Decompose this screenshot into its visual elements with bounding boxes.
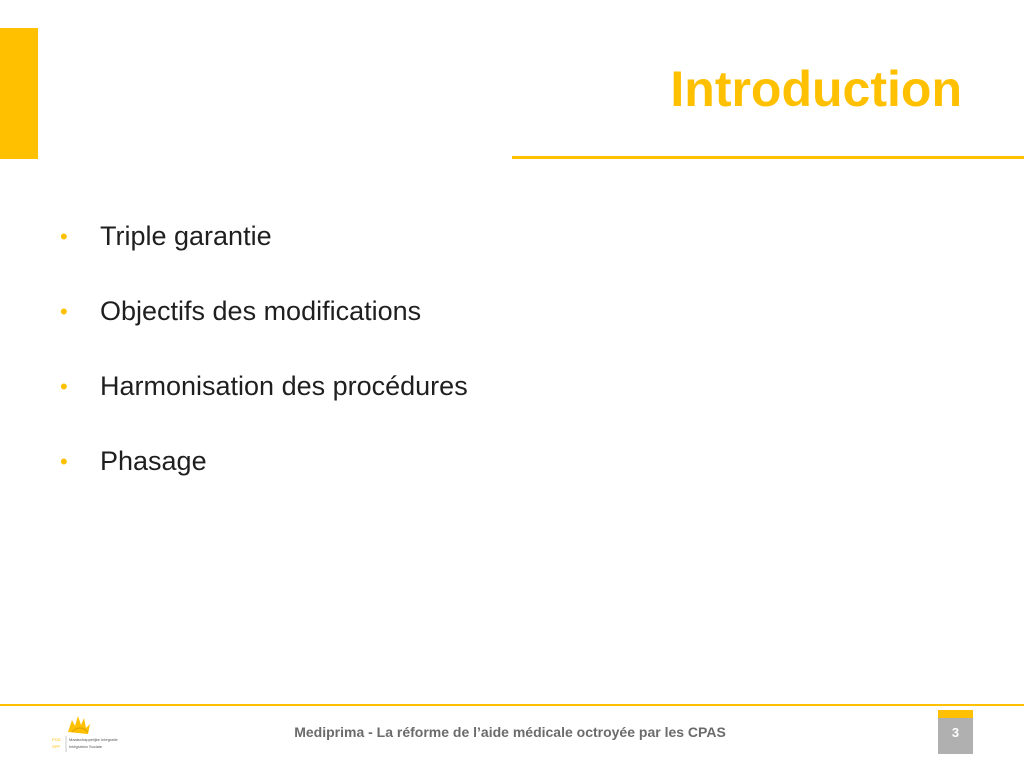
bullet-icon: • bbox=[60, 223, 68, 249]
bullet-text: Phasage bbox=[100, 446, 207, 476]
slide-title: Introduction bbox=[670, 61, 962, 117]
bullet-item bbox=[60, 443, 468, 480]
bullet-text: Triple garantie bbox=[100, 221, 272, 251]
accent-bar bbox=[0, 28, 38, 159]
logo-line-fr: Intégration Sociale bbox=[69, 744, 103, 749]
bullet-icon: • bbox=[60, 448, 68, 474]
logo-graphic bbox=[50, 712, 140, 754]
bullet-text: Harmonisation des procédures bbox=[100, 371, 468, 401]
bullet-item bbox=[60, 368, 468, 405]
logo-line-nl: Maatschappelijke Integratie bbox=[69, 737, 118, 742]
title-underline bbox=[512, 156, 1024, 159]
footer-caption: Mediprima - La réforme de l’aide médicale octroyée par les CPAS bbox=[294, 724, 726, 740]
bullet-item bbox=[60, 218, 468, 255]
bullet-icon: • bbox=[60, 373, 68, 399]
logo-prefix-fr: SPP bbox=[52, 744, 61, 749]
page-badge-accent bbox=[938, 710, 973, 718]
footer-divider bbox=[0, 704, 1024, 706]
logo bbox=[50, 712, 140, 754]
bullet-list bbox=[60, 218, 468, 518]
bullet-icon: • bbox=[60, 298, 68, 324]
page-number-badge bbox=[938, 710, 973, 754]
page-number: 3 bbox=[938, 718, 973, 754]
bullet-text: Objectifs des modifications bbox=[100, 296, 422, 326]
bullet-item bbox=[60, 293, 468, 330]
logo-prefix-nl: POD bbox=[52, 737, 61, 742]
